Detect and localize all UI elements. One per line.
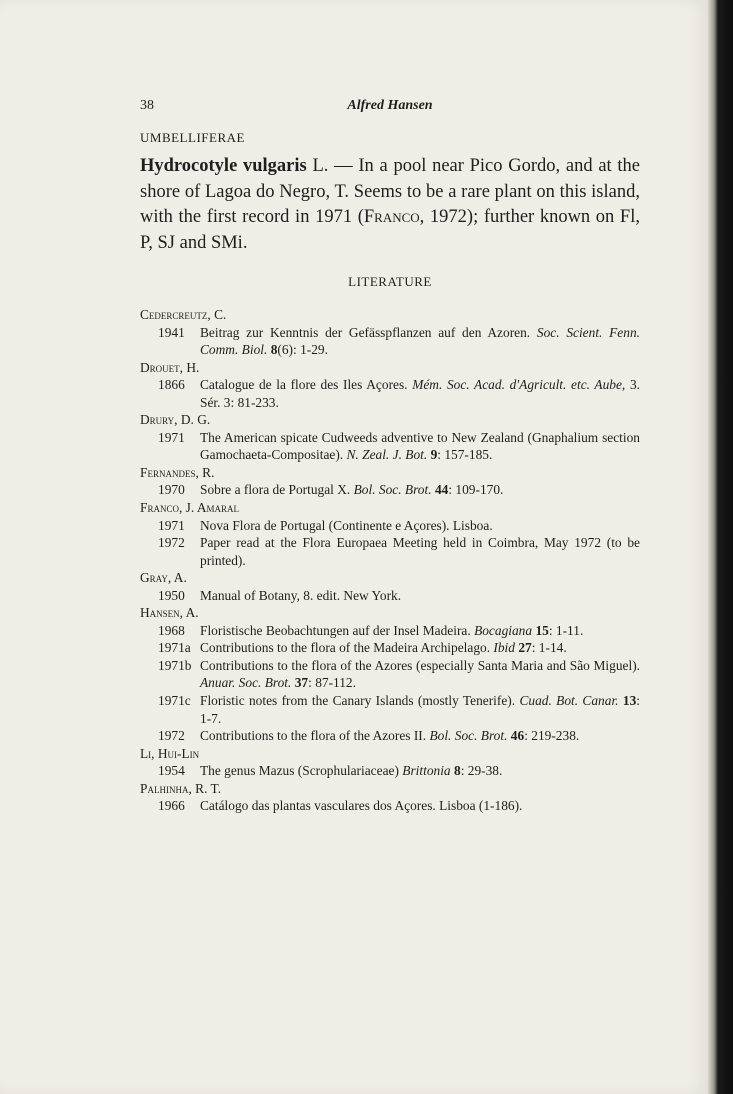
paragraph-citation-author: Franco <box>363 207 420 228</box>
reference-pages: : 1-14. <box>531 640 567 656</box>
reference-pages: : 87-112. <box>308 675 356 691</box>
paragraph-text-a: L. — In a pool near Pico Gordo, and at the shore of Lagoa do Negro, T. Seems to be a rare plant on this island, with the first record in 1971 ( <box>140 156 640 228</box>
reference-author: Fernandes, R. <box>140 464 215 480</box>
reference-author: Franco, J. Amaral <box>140 500 239 516</box>
reference-volume: 46 <box>510 728 525 744</box>
reference-volume: 37 <box>294 675 309 691</box>
reference-text <box>200 639 640 657</box>
species-name: Hydrocotyle vulgaris <box>140 156 307 176</box>
reference-journal: Soc. Scient. Fenn. Comm. Biol. <box>200 324 640 358</box>
reference-entry <box>140 727 640 745</box>
reference-journal: Brittonia <box>402 763 451 779</box>
reference-entry <box>140 481 640 499</box>
reference-title: Sobre a flora de Portugal X. <box>200 482 354 498</box>
reference-entry <box>140 517 640 535</box>
reference-pages: : 219-238. <box>524 728 580 744</box>
reference-pages: : 1-11. <box>548 622 584 638</box>
reference-text <box>200 692 640 727</box>
reference-pages: : 157-185. <box>437 447 493 463</box>
reference-entry <box>140 534 640 569</box>
page-number: 38 <box>140 98 154 113</box>
reference-entry <box>140 657 640 692</box>
reference-entry <box>140 429 640 464</box>
reference-year: 1954 <box>158 763 185 779</box>
reference-year: 1966 <box>158 798 185 814</box>
reference-pages: 3. Sér. 3: 81-233. <box>200 377 640 410</box>
reference-year: 1971b <box>158 657 192 673</box>
page-header <box>140 98 640 118</box>
reference-year: 1950 <box>158 587 185 603</box>
reference-volume: 9 <box>430 447 438 463</box>
reference-entry <box>140 639 640 657</box>
reference-entry <box>140 692 640 727</box>
reference-title: The genus Mazus (Scrophulariaceae) <box>200 763 403 779</box>
reference-year: 1866 <box>158 377 185 393</box>
reference-year: 1970 <box>158 482 185 498</box>
reference-pages: : 29-38. <box>460 763 503 779</box>
reference-title: Contributions to the flora of the Madeira Archipelago. <box>200 640 494 656</box>
species-paragraph <box>140 154 640 256</box>
reference-author: Gray, A. <box>140 570 187 586</box>
reference-journal: Bol. Soc. Brot. <box>353 482 432 498</box>
reference-text <box>200 797 640 815</box>
reference-journal: Anuar. Soc. Brot. <box>200 675 292 691</box>
reference-title: Nova Flora de Portugal (Continente e Açores). Lisboa. <box>200 517 493 533</box>
reference-author: Li, Hui-Lin <box>140 745 200 761</box>
reference-volume: 8 <box>453 763 461 779</box>
reference-title: Floristic notes from the Canary Islands (mostly Tenerife). <box>200 693 520 709</box>
reference-volume: 44 <box>434 482 449 498</box>
reference-text <box>200 762 640 780</box>
reference-year: 1971 <box>158 429 185 445</box>
reference-title: Contributions to the flora of the Azores (especially Santa Maria and São Miguel). <box>200 657 640 673</box>
reference-year: 1941 <box>158 324 185 340</box>
reference-text <box>200 657 640 692</box>
reference-year: 1968 <box>158 622 185 638</box>
reference-pages: : 1-7. <box>200 693 640 726</box>
reference-title: The American spicate Cudweeds adventive to New Zealand (Gnaphalium section Gamochaeta-Compositae). <box>200 429 640 463</box>
reference-pages: : 109-170. <box>448 482 504 498</box>
reference-year: 1971 <box>158 517 185 533</box>
reference-year: 1972 <box>158 728 185 744</box>
reference-journal: N. Zeal. J. Bot. <box>346 447 428 463</box>
reference-author: Hansen, A. <box>140 605 199 621</box>
running-head: Alfred Hansen <box>347 98 433 113</box>
reference-entry <box>140 587 640 605</box>
reference-title: Catálogo das plantas vasculares dos Açores. Lisboa (1-186). <box>200 798 523 814</box>
reference-author: Cedercreutz, C. <box>140 307 227 322</box>
reference-journal: Bocagiana <box>474 622 533 638</box>
reference-entry <box>140 376 640 411</box>
reference-title: Paper read at the Flora Europaea Meeting held in Coimbra, May 1972 (to be printed). <box>200 535 640 568</box>
paragraph-text-b: , 1972); further known on Fl, P, SJ and SMi. <box>140 207 640 253</box>
reference-volume: 8 <box>270 342 278 358</box>
section-heading: UMBELLIFERAE <box>140 130 245 145</box>
reference-title: Beitrag zur Kenntnis der Gefässpflanzen auf den Azoren. <box>200 324 537 340</box>
page-edge-shadow <box>708 0 733 1094</box>
reference-journal: Ibid <box>493 640 515 656</box>
reference-text <box>200 429 640 464</box>
reference-entry <box>140 324 640 359</box>
reference-year: 1971c <box>158 693 191 709</box>
reference-entry <box>140 762 640 780</box>
reference-year: 1971a <box>158 640 191 656</box>
reference-title: Catalogue de la flore des Iles Açores. <box>200 377 413 393</box>
reference-author: Drouet, H. <box>140 359 200 375</box>
reference-title: Contributions to the flora of the Azores II. <box>200 728 430 744</box>
reference-list <box>140 306 640 815</box>
reference-journal: Cuad. Bot. Canar. <box>519 693 619 709</box>
reference-journal: Bol. Soc. Brot. <box>429 728 508 744</box>
reference-text <box>200 517 640 535</box>
literature-heading: LITERATURE <box>348 274 432 289</box>
reference-text <box>200 376 640 411</box>
reference-author: Drury, D. G. <box>140 412 211 428</box>
reference-text <box>200 727 640 745</box>
reference-entry <box>140 797 640 815</box>
reference-text <box>200 324 640 359</box>
reference-volume: 13 <box>622 693 637 709</box>
reference-title: Manual of Botany, 8. edit. New York. <box>200 587 402 603</box>
reference-entry <box>140 622 640 640</box>
reference-title: Floristische Beobachtungen auf der Insel Madeira. <box>200 622 475 638</box>
reference-pages: (6): 1-29. <box>277 342 328 358</box>
reference-text <box>200 481 640 499</box>
reference-volume: 27 <box>518 640 532 656</box>
reference-text <box>200 587 640 605</box>
reference-text <box>200 534 640 569</box>
reference-author: Palhinha, R. T. <box>140 780 222 796</box>
reference-text <box>200 622 640 640</box>
reference-journal: Mém. Soc. Acad. d'Agricult. etc. Aube, <box>412 377 626 393</box>
reference-volume: 15 <box>535 622 549 638</box>
reference-year: 1972 <box>158 535 185 551</box>
